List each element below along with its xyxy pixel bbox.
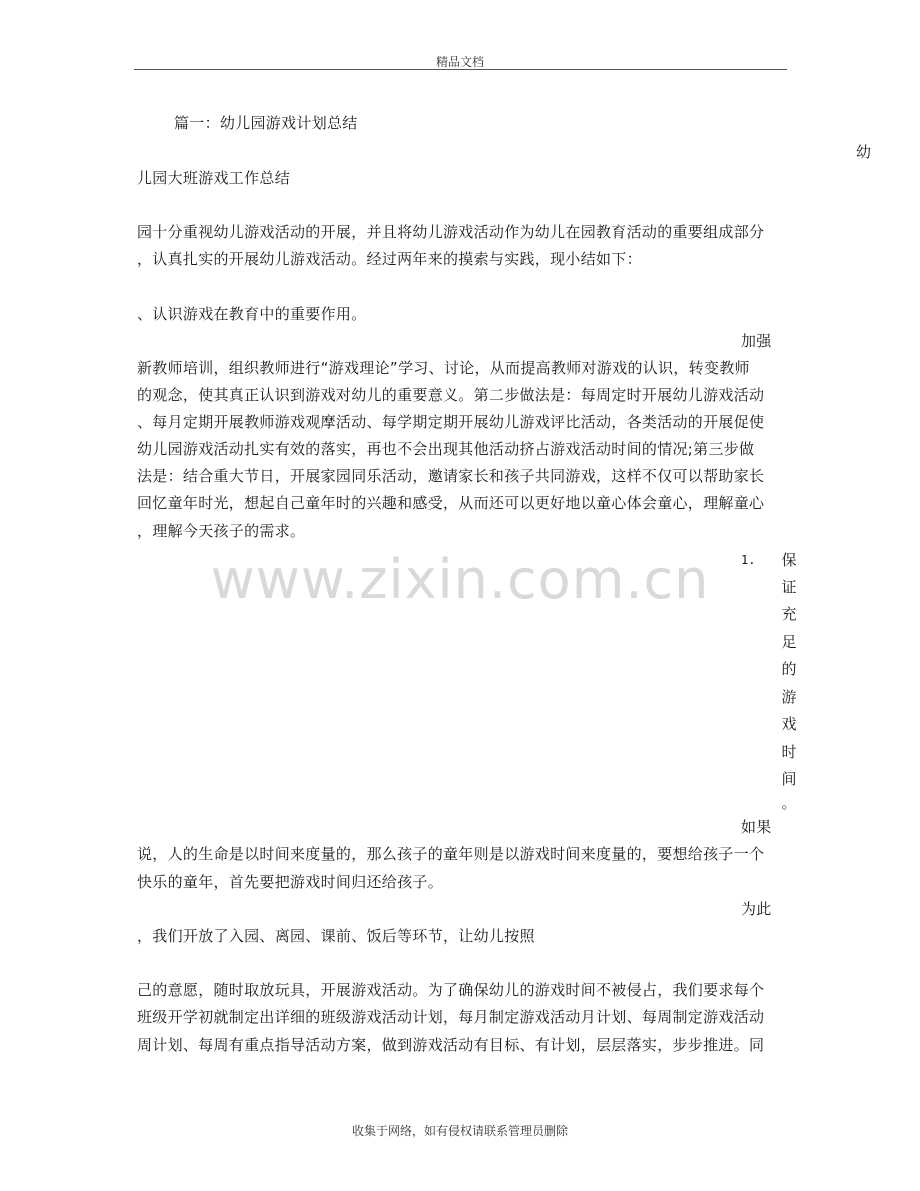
section-heading-1: 、认识游戏在教育中的重要作用。	[137, 305, 367, 323]
para2-line2: 的观念，使其真正认识到游戏对幼儿的重要意义。第二步做法是：每周定时开展幼儿游戏活动	[137, 386, 765, 404]
para5-line2: 班级开学初就制定出详细的班级游戏活动计划，每月制定游戏活动月计划、每周制定游戏活动	[137, 1008, 765, 1026]
vertical-char: 证	[781, 578, 797, 596]
right-fragment-weici: 为此	[741, 900, 772, 918]
vertical-char: 间	[781, 770, 797, 788]
list-number: 1.	[741, 553, 756, 567]
doc-subtitle: 儿园大班游戏工作总结	[137, 169, 291, 187]
watermark: www.zixin.com.cn	[210, 548, 710, 611]
para3-line1: 说，人的生命是以时间来度量的，那么孩子的童年则是以游戏时间来度量的，要想给孩子一个	[137, 845, 765, 863]
vertical-char: 。	[781, 794, 797, 812]
para3-line2: 快乐的童年，首先要把游戏时间归还给孩子。	[137, 873, 444, 891]
right-fragment-you: 幼	[856, 143, 872, 161]
header-divider	[134, 69, 787, 70]
vertical-char: 充	[781, 605, 797, 623]
para5-line1: 己的意愿，随时取放玩具，开展游戏活动。为了确保幼儿的游戏时间不被侵占，我们要求每个	[137, 981, 765, 999]
vertical-char: 足	[781, 633, 797, 651]
vertical-char: 游	[781, 688, 797, 706]
right-fragment-jiaqiang: 加强	[741, 332, 772, 350]
para2-line1: 新教师培训，组织教师进行“游戏理论”学习、讨论，从而提高教师对游戏的认识，转变教师	[137, 359, 750, 377]
para2-line4: 幼儿园游戏活动扎实有效的落实，再也不会出现其他活动挤占游戏活动时间的情况;第三步做	[137, 440, 755, 458]
para2-line5: 法是：结合重大节日，开展家园同乐活动，邀请家长和孩子共同游戏，这样不仅可以帮助家长	[137, 467, 765, 485]
page-footer: 收集于网络，如有侵权请联系管理员删除	[351, 1124, 568, 1138]
para2-line3: 、每月定期开展教师游戏观摩活动、每学期定期开展幼儿游戏评比活动，各类活动的开展促使	[137, 413, 765, 431]
para1-line1: 园十分重视幼儿游戏活动的开展，并且将幼儿游戏活动作为幼儿在园教育活动的重要组成部分	[137, 223, 765, 241]
para2-line7: ，理解今天孩子的需求。	[137, 522, 306, 540]
doc-title: 篇一：幼儿园游戏计划总结	[174, 114, 358, 132]
vertical-char: 时	[781, 743, 797, 761]
para2-line6: 回忆童年时光，想起自己童年时的兴趣和感受，从而还可以更好地以童心体会童心，理解童心	[137, 494, 765, 512]
vertical-char: 保	[781, 551, 797, 569]
page-header: 精品文档	[435, 55, 484, 69]
para1-line2: ，认真扎实的开展幼儿游戏活动。经过两年来的摸索与实践，现小结如下：	[137, 250, 642, 268]
para4-line1: ，我们开放了入园、离园、课前、饭后等环节，让幼儿按照	[137, 927, 535, 945]
vertical-char: 戏	[781, 715, 797, 733]
right-fragment-ruguo: 如果	[741, 818, 772, 836]
vertical-char: 的	[781, 660, 797, 678]
para5-line3: 周计划、每周有重点指导活动方案，做到游戏活动有目标、有计划，层层落实，步步推进。同	[137, 1036, 765, 1054]
